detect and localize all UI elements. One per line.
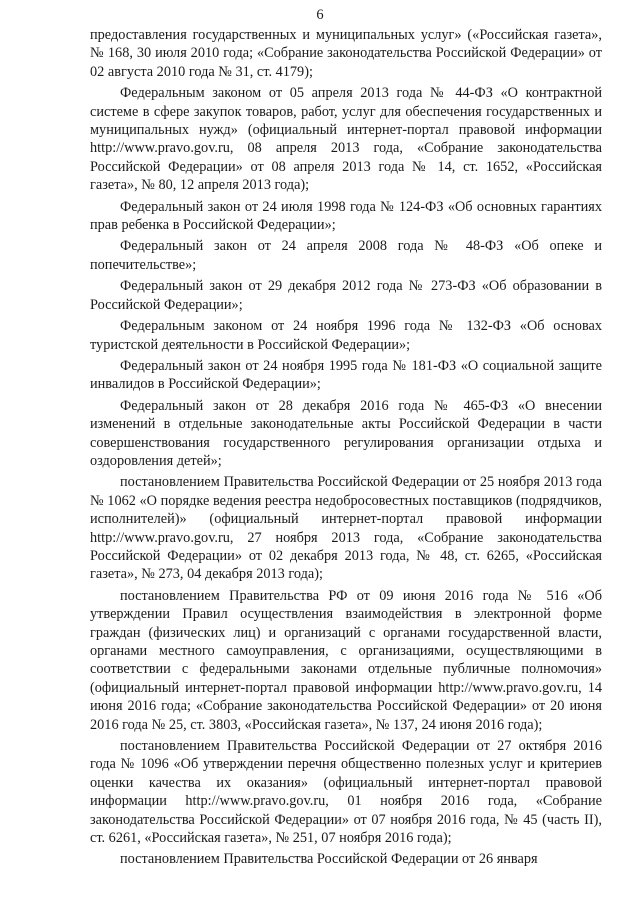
- paragraph-law-132-fz: Федеральным законом от 24 ноября 1996 года № 132-ФЗ «Об основах туристской деятельности в Российской Федерации»;: [90, 318, 602, 353]
- document-body: [90, 26, 602, 872]
- paragraph-resolution-1096: постановлением Правительства Российской Федерации от 27 октября 2016 года № 1096 «Об утверждении перечня общественно полезных услуг и критериев оценки качества их оказания» (официальный интернет-портал правовой информации http://www.pravo.gov.ru, 01 ноября 2016 года, «Собрание законодательства Российской Федерации» от 07 ноября 2016 года, № 45 (часть II), ст. 6261, «Российская газета», № 251, 07 ноября 2016 года);: [90, 738, 602, 847]
- paragraph-law-465-fz: Федеральный закон от 28 декабря 2016 года № 465-ФЗ «О внесении изменений в отдельные законодательные акты Российской Федерации в части совершенствования государственного регулирования организации отдыха и оздоровления детей»;: [90, 397, 602, 469]
- paragraph-law-44-fz: Федеральным законом от 05 апреля 2013 года № 44-ФЗ «О контрактной системе в сфере закупок товаров, работ, услуг для обеспечения государственных и муниципальных нужд» (официальный интернет-портал правовой информации http://www.pravo.gov.ru, 08 апреля 2013 года, «Собрание законодательства Российской Федерации» от 08 апреля 2013 года № 14, ст. 1652, «Российская газета», № 80, 12 апреля 2013 года);: [90, 85, 602, 194]
- paragraph-resolution-january: постановлением Правительства Российской Федерации от 26 января: [120, 851, 538, 868]
- page-number: 6: [316, 7, 324, 23]
- paragraph-resolution-1062: постановлением Правительства Российской Федерации от 25 ноября 2013 года № 1062 «О порядке ведения реестра недобросовестных поставщиков (подрядчиков, исполнителей)» (официальный интернет-портал правовой информации http://www.pravo.gov.ru, 27 ноября 2013 года, «Собрание законодательства Российской Федерации» от 02 декабря 2013 года, № 48, ст. 6265, «Российская газета», № 273, 04 декабря 2013 года);: [90, 474, 602, 583]
- paragraph-continuation: предоставления государственных и муниципальных услуг» («Российская газета», № 168, 30 июля 2010 года; «Собрание законодательства Российской Федерации» от 02 августа 2010 года № 31, ст. 4179);: [90, 27, 602, 80]
- paragraph-law-273-fz: Федеральный закон от 29 декабря 2012 года № 273-ФЗ «Об образовании в Российской Федерации»;: [90, 278, 602, 313]
- paragraph-resolution-516: постановлением Правительства РФ от 09 июня 2016 года № 516 «Об утверждении Правил осуществления взаимодействия в электронной форме граждан (физических лиц) и организаций с органами государственной власти, органами местного самоуправления, с организациями, осуществляющими в соответствии с федеральными законами отдельные публичные полномочия» (официальный интернет-портал правовой информации http://www.pravo.gov.ru, 14 июня 2016 года; «Собрание законодательства Российской Федерации» от 20 июня 2016 года № 25, ст. 3803, «Российская газета», № 137, 24 июня 2016 года);: [90, 587, 602, 733]
- paragraph-law-124-fz: Федеральный закон от 24 июля 1998 года № 124-ФЗ «Об основных гарантиях прав ребенка в Российской Федерации»;: [90, 198, 602, 234]
- paragraph-law-48-fz: Федеральный закон от 24 апреля 2008 года № 48-ФЗ «Об опеке и попечительстве»;: [90, 238, 602, 273]
- paragraph-law-181-fz: Федеральный закон от 24 ноября 1995 года № 181-ФЗ «О социальной защите инвалидов в Российской Федерации»;: [90, 357, 602, 393]
